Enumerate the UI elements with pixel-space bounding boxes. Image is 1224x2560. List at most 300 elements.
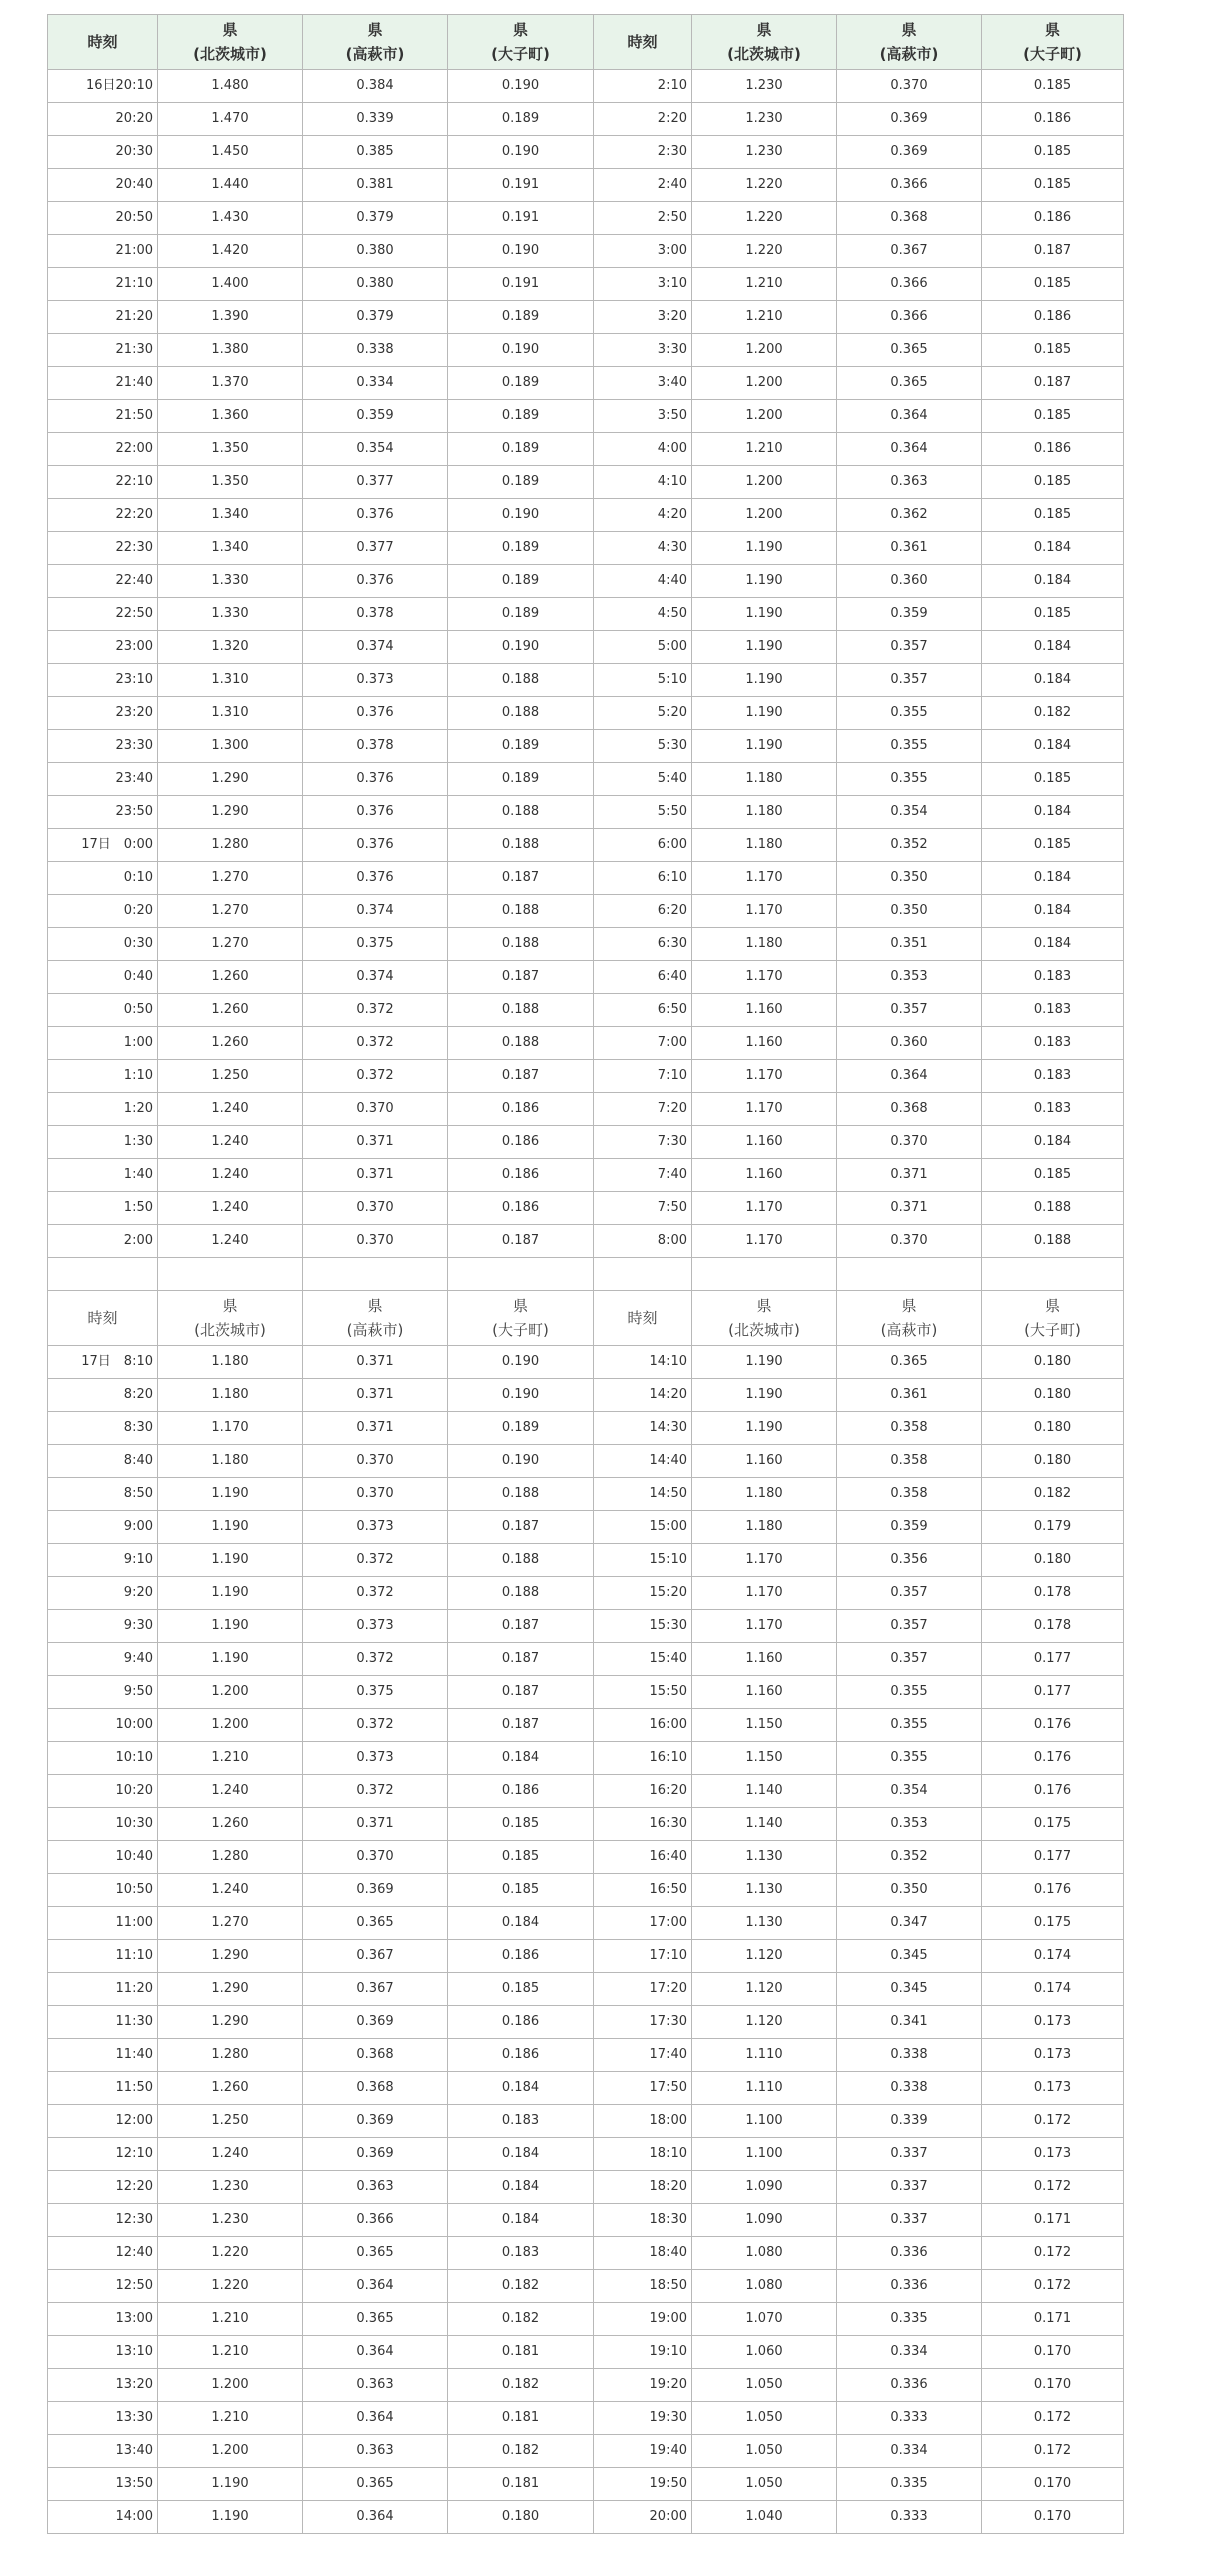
- value-cell: 1.310: [158, 697, 303, 730]
- value-cell: 0.375: [303, 1676, 448, 1709]
- time-cell: 11:50: [48, 2072, 158, 2105]
- value-cell: 0.335: [837, 2468, 982, 2501]
- value-cell: 0.374: [303, 961, 448, 994]
- time-cell: 9:50: [48, 1676, 158, 1709]
- value-cell: 1.180: [692, 796, 837, 829]
- value-cell: 1.200: [692, 400, 837, 433]
- value-cell: 1.180: [692, 829, 837, 862]
- value-cell: 1.170: [158, 1412, 303, 1445]
- time-cell: 19:40: [594, 2435, 692, 2468]
- value-cell: 0.182: [982, 697, 1124, 730]
- value-cell: 0.189: [448, 400, 594, 433]
- header-label: 県: [512, 21, 528, 39]
- time-cell: 16:50: [594, 1874, 692, 1907]
- value-cell: 1.190: [692, 664, 837, 697]
- time-cell: 10:20: [48, 1775, 158, 1808]
- time-cell: 18:10: [594, 2138, 692, 2171]
- table-row: [48, 1511, 1124, 1544]
- value-cell: 0.183: [982, 994, 1124, 1027]
- value-cell: 0.364: [837, 400, 982, 433]
- value-cell: 0.378: [303, 598, 448, 631]
- column-header-time: [594, 1291, 692, 1346]
- table-row: [48, 796, 1124, 829]
- time-cell: 20:20: [48, 103, 158, 136]
- value-cell: 0.176: [982, 1775, 1124, 1808]
- value-cell: 1.170: [692, 1060, 837, 1093]
- value-cell: 0.358: [837, 1412, 982, 1445]
- value-cell: 0.365: [303, 1907, 448, 1940]
- header-sublabel: (高萩市): [880, 1321, 938, 1339]
- time-cell: 12:50: [48, 2270, 158, 2303]
- value-cell: 0.371: [303, 1808, 448, 1841]
- value-cell: 0.355: [837, 730, 982, 763]
- value-cell: 0.176: [982, 1874, 1124, 1907]
- value-cell: 0.373: [303, 1610, 448, 1643]
- value-cell: 0.171: [982, 2204, 1124, 2237]
- value-cell: 0.172: [982, 2435, 1124, 2468]
- value-cell: 0.183: [982, 1027, 1124, 1060]
- time-cell: 22:00: [48, 433, 158, 466]
- time-cell: 12:30: [48, 2204, 158, 2237]
- value-cell: 0.334: [303, 367, 448, 400]
- time-cell: 10:30: [48, 1808, 158, 1841]
- value-cell: 0.188: [982, 1192, 1124, 1225]
- value-cell: 1.160: [692, 994, 837, 1027]
- value-cell: 0.187: [448, 862, 594, 895]
- value-cell: 0.190: [448, 70, 594, 103]
- value-cell: 1.070: [692, 2303, 837, 2336]
- time-cell: 11:40: [48, 2039, 158, 2072]
- value-cell: 1.290: [158, 1940, 303, 1973]
- value-cell: 0.186: [448, 2039, 594, 2072]
- value-cell: 0.377: [303, 466, 448, 499]
- value-cell: 0.191: [448, 202, 594, 235]
- value-cell: 0.186: [448, 1159, 594, 1192]
- value-cell: 1.130: [692, 1841, 837, 1874]
- value-cell: 0.372: [303, 1709, 448, 1742]
- value-cell: 0.182: [448, 2435, 594, 2468]
- value-cell: 0.186: [448, 1940, 594, 1973]
- time-cell: 21:00: [48, 235, 158, 268]
- column-header-location: [837, 15, 982, 70]
- time-cell: 5:00: [594, 631, 692, 664]
- column-header-location: [158, 15, 303, 70]
- value-cell: 0.183: [982, 1093, 1124, 1126]
- time-cell: 22:50: [48, 598, 158, 631]
- value-cell: 1.160: [692, 1126, 837, 1159]
- time-cell: 1:10: [48, 1060, 158, 1093]
- value-cell: 1.430: [158, 202, 303, 235]
- time-cell: 13:50: [48, 2468, 158, 2501]
- value-cell: 0.188: [448, 664, 594, 697]
- value-cell: 0.366: [303, 2204, 448, 2237]
- time-cell: 16:10: [594, 1742, 692, 1775]
- value-cell: 1.130: [692, 1907, 837, 1940]
- value-cell: 1.190: [692, 1379, 837, 1412]
- value-cell: 1.250: [158, 1060, 303, 1093]
- value-cell: 0.187: [982, 367, 1124, 400]
- value-cell: 0.186: [448, 1775, 594, 1808]
- table-row: [48, 235, 1124, 268]
- value-cell: 0.186: [448, 2006, 594, 2039]
- table-row: [48, 103, 1124, 136]
- table-row: [48, 2105, 1124, 2138]
- value-cell: 0.365: [303, 2303, 448, 2336]
- table-row: [48, 466, 1124, 499]
- header-label: 県: [222, 21, 238, 39]
- value-cell: 0.187: [448, 1610, 594, 1643]
- value-cell: 0.365: [837, 1346, 982, 1379]
- value-cell: 1.120: [692, 1940, 837, 1973]
- value-cell: 0.339: [303, 103, 448, 136]
- time-cell: 19:10: [594, 2336, 692, 2369]
- time-cell: 22:20: [48, 499, 158, 532]
- time-cell: 15:50: [594, 1676, 692, 1709]
- header-label: 県: [756, 1297, 772, 1315]
- value-cell: 1.170: [692, 961, 837, 994]
- value-cell: 0.370: [303, 1093, 448, 1126]
- value-cell: 0.338: [303, 334, 448, 367]
- time-cell: 0:50: [48, 994, 158, 1027]
- value-cell: 0.357: [837, 1610, 982, 1643]
- value-cell: 0.183: [982, 1060, 1124, 1093]
- time-cell: 9:40: [48, 1643, 158, 1676]
- value-cell: 0.353: [837, 1808, 982, 1841]
- value-cell: 0.363: [303, 2171, 448, 2204]
- value-cell: 1.190: [158, 2468, 303, 2501]
- value-cell: 0.185: [982, 1159, 1124, 1192]
- time-cell: 12:40: [48, 2237, 158, 2270]
- table-row: [48, 1093, 1124, 1126]
- value-cell: 0.381: [303, 169, 448, 202]
- value-cell: 1.280: [158, 1841, 303, 1874]
- empty-cell: [448, 1258, 594, 1291]
- value-cell: 0.184: [982, 631, 1124, 664]
- value-cell: 0.183: [448, 2105, 594, 2138]
- value-cell: 1.190: [692, 697, 837, 730]
- time-cell: 2:50: [594, 202, 692, 235]
- value-cell: 0.364: [303, 2402, 448, 2435]
- value-cell: 0.183: [448, 2237, 594, 2270]
- value-cell: 0.181: [448, 2402, 594, 2435]
- time-cell: 23:50: [48, 796, 158, 829]
- value-cell: 0.371: [303, 1159, 448, 1192]
- value-cell: 0.172: [982, 2270, 1124, 2303]
- empty-cell: [303, 1258, 448, 1291]
- value-cell: 1.190: [692, 631, 837, 664]
- value-cell: 0.379: [303, 301, 448, 334]
- value-cell: 0.355: [837, 763, 982, 796]
- value-cell: 0.337: [837, 2171, 982, 2204]
- value-cell: 1.300: [158, 730, 303, 763]
- value-cell: 1.240: [158, 2138, 303, 2171]
- value-cell: 0.371: [837, 1159, 982, 1192]
- time-cell: 7:30: [594, 1126, 692, 1159]
- value-cell: 0.366: [837, 169, 982, 202]
- value-cell: 0.359: [837, 598, 982, 631]
- time-cell: 10:10: [48, 1742, 158, 1775]
- value-cell: 0.345: [837, 1973, 982, 2006]
- value-cell: 1.390: [158, 301, 303, 334]
- table-row: [48, 1027, 1124, 1060]
- value-cell: 0.173: [982, 2138, 1124, 2171]
- table-row: [48, 367, 1124, 400]
- value-cell: 0.182: [448, 2303, 594, 2336]
- value-cell: 1.100: [692, 2138, 837, 2171]
- value-cell: 0.354: [837, 1775, 982, 1808]
- value-cell: 0.181: [448, 2336, 594, 2369]
- value-cell: 0.184: [448, 2138, 594, 2171]
- time-cell: 20:40: [48, 169, 158, 202]
- time-cell: 8:20: [48, 1379, 158, 1412]
- table-row: [48, 565, 1124, 598]
- time-cell: 23:40: [48, 763, 158, 796]
- value-cell: 0.368: [303, 2039, 448, 2072]
- value-cell: 0.184: [982, 1126, 1124, 1159]
- header-label: 県: [901, 21, 917, 39]
- table-row: [48, 631, 1124, 664]
- value-cell: 0.185: [982, 136, 1124, 169]
- value-cell: 0.354: [837, 796, 982, 829]
- time-cell: 15:20: [594, 1577, 692, 1610]
- value-cell: 0.187: [448, 1511, 594, 1544]
- value-cell: 0.364: [303, 2336, 448, 2369]
- time-cell: 7:10: [594, 1060, 692, 1093]
- header-label: 時刻: [627, 1309, 658, 1327]
- time-cell: 7:00: [594, 1027, 692, 1060]
- table-row: [48, 1346, 1124, 1379]
- spacer-row: [48, 1258, 1124, 1291]
- time-cell: 15:30: [594, 1610, 692, 1643]
- value-cell: 1.180: [692, 928, 837, 961]
- table-row: [48, 2435, 1124, 2468]
- value-cell: 0.185: [982, 400, 1124, 433]
- value-cell: 0.361: [837, 1379, 982, 1412]
- value-cell: 1.050: [692, 2468, 837, 2501]
- value-cell: 0.174: [982, 1973, 1124, 2006]
- time-cell: 10:40: [48, 1841, 158, 1874]
- time-cell: 10:00: [48, 1709, 158, 1742]
- header-sublabel: (大子町): [491, 45, 550, 63]
- value-cell: 0.190: [448, 1445, 594, 1478]
- table-row: [48, 2204, 1124, 2237]
- value-cell: 1.180: [692, 1511, 837, 1544]
- value-cell: 1.380: [158, 334, 303, 367]
- value-cell: 0.358: [837, 1445, 982, 1478]
- value-cell: 0.184: [982, 796, 1124, 829]
- column-header-time: [594, 15, 692, 70]
- value-cell: 1.350: [158, 433, 303, 466]
- value-cell: 0.338: [837, 2039, 982, 2072]
- value-cell: 0.171: [982, 2303, 1124, 2336]
- value-cell: 0.189: [448, 730, 594, 763]
- value-cell: 1.100: [692, 2105, 837, 2138]
- value-cell: 0.356: [837, 1544, 982, 1577]
- value-cell: 0.371: [303, 1126, 448, 1159]
- value-cell: 1.180: [158, 1346, 303, 1379]
- value-cell: 1.200: [158, 2435, 303, 2468]
- table-row: [48, 1577, 1124, 1610]
- value-cell: 1.210: [158, 2402, 303, 2435]
- value-cell: 0.184: [448, 2171, 594, 2204]
- value-cell: 1.180: [158, 1445, 303, 1478]
- value-cell: 1.180: [692, 1478, 837, 1511]
- column-header-location: [692, 15, 837, 70]
- value-cell: 1.320: [158, 631, 303, 664]
- header-label: 時刻: [87, 33, 118, 51]
- time-cell: 13:20: [48, 2369, 158, 2402]
- value-cell: 0.186: [982, 103, 1124, 136]
- time-cell: 12:00: [48, 2105, 158, 2138]
- value-cell: 0.189: [448, 532, 594, 565]
- value-cell: 0.370: [303, 1192, 448, 1225]
- value-cell: 1.120: [692, 2006, 837, 2039]
- value-cell: 1.240: [158, 1126, 303, 1159]
- value-cell: 1.130: [692, 1874, 837, 1907]
- value-cell: 0.339: [837, 2105, 982, 2138]
- column-header-location: [692, 1291, 837, 1346]
- value-cell: 1.110: [692, 2072, 837, 2105]
- value-cell: 0.180: [448, 2501, 594, 2534]
- value-cell: 1.370: [158, 367, 303, 400]
- value-cell: 0.186: [982, 433, 1124, 466]
- value-cell: 1.290: [158, 2006, 303, 2039]
- time-cell: 4:40: [594, 565, 692, 598]
- time-cell: 21:20: [48, 301, 158, 334]
- value-cell: 1.160: [692, 1676, 837, 1709]
- table-row: [48, 1742, 1124, 1775]
- value-cell: 0.378: [303, 730, 448, 763]
- value-cell: 0.377: [303, 532, 448, 565]
- value-cell: 1.180: [158, 1379, 303, 1412]
- value-cell: 0.184: [982, 730, 1124, 763]
- table-row: [48, 763, 1124, 796]
- value-cell: 0.376: [303, 499, 448, 532]
- value-cell: 1.140: [692, 1808, 837, 1841]
- table-row: [48, 2369, 1124, 2402]
- value-cell: 1.270: [158, 895, 303, 928]
- time-cell: 4:20: [594, 499, 692, 532]
- time-cell: 5:20: [594, 697, 692, 730]
- time-cell: 0:30: [48, 928, 158, 961]
- table-row: [48, 961, 1124, 994]
- value-cell: 0.185: [982, 70, 1124, 103]
- value-cell: 0.369: [303, 2138, 448, 2171]
- time-cell: 11:20: [48, 1973, 158, 2006]
- time-cell: 20:50: [48, 202, 158, 235]
- value-cell: 1.170: [692, 1192, 837, 1225]
- time-cell: 0:40: [48, 961, 158, 994]
- time-cell: 15:00: [594, 1511, 692, 1544]
- value-cell: 0.367: [303, 1940, 448, 1973]
- value-cell: 0.182: [982, 1478, 1124, 1511]
- value-cell: 0.357: [837, 1577, 982, 1610]
- value-cell: 0.334: [837, 2435, 982, 2468]
- time-cell: 4:00: [594, 433, 692, 466]
- value-cell: 0.366: [837, 268, 982, 301]
- empty-cell: [692, 1258, 837, 1291]
- time-cell: 14:30: [594, 1412, 692, 1445]
- value-cell: 0.376: [303, 829, 448, 862]
- header-sublabel: (大子町): [1023, 45, 1082, 63]
- time-cell: 11:10: [48, 1940, 158, 1973]
- value-cell: 1.220: [692, 169, 837, 202]
- empty-cell: [594, 1258, 692, 1291]
- value-cell: 0.373: [303, 664, 448, 697]
- value-cell: 0.182: [448, 2369, 594, 2402]
- value-cell: 1.440: [158, 169, 303, 202]
- header-sublabel: (北茨城市): [194, 1321, 266, 1339]
- time-cell: 19:00: [594, 2303, 692, 2336]
- value-cell: 1.330: [158, 598, 303, 631]
- value-cell: 1.240: [158, 1874, 303, 1907]
- value-cell: 0.185: [982, 763, 1124, 796]
- value-cell: 1.230: [692, 70, 837, 103]
- value-cell: 0.170: [982, 2369, 1124, 2402]
- header-label: 県: [222, 1297, 238, 1315]
- value-cell: 1.260: [158, 994, 303, 1027]
- time-cell: 1:50: [48, 1192, 158, 1225]
- time-cell: 3:10: [594, 268, 692, 301]
- time-cell: 18:20: [594, 2171, 692, 2204]
- value-cell: 0.365: [303, 2237, 448, 2270]
- value-cell: 0.380: [303, 268, 448, 301]
- value-cell: 0.372: [303, 1577, 448, 1610]
- table-header-row: [48, 15, 1124, 70]
- column-header-location: [448, 15, 594, 70]
- table-row: [48, 2072, 1124, 2105]
- time-cell: 11:00: [48, 1907, 158, 1940]
- value-cell: 0.338: [837, 2072, 982, 2105]
- value-cell: 0.187: [448, 1709, 594, 1742]
- value-cell: 0.365: [837, 334, 982, 367]
- value-cell: 0.180: [982, 1544, 1124, 1577]
- column-header-location: [303, 1291, 448, 1346]
- value-cell: 0.173: [982, 2006, 1124, 2039]
- value-cell: 1.260: [158, 961, 303, 994]
- table-row: [48, 2237, 1124, 2270]
- value-cell: 0.187: [448, 1225, 594, 1258]
- header-sublabel: (北茨城市): [727, 45, 801, 63]
- value-cell: 1.170: [692, 862, 837, 895]
- empty-cell: [48, 1258, 158, 1291]
- time-cell: 21:40: [48, 367, 158, 400]
- value-cell: 0.370: [837, 1225, 982, 1258]
- value-cell: 1.200: [158, 2369, 303, 2402]
- value-cell: 1.190: [692, 598, 837, 631]
- value-cell: 0.187: [982, 235, 1124, 268]
- value-cell: 0.364: [837, 433, 982, 466]
- time-cell: 19:30: [594, 2402, 692, 2435]
- header-label: 時刻: [627, 33, 658, 51]
- value-cell: 0.371: [303, 1346, 448, 1379]
- time-cell: 6:40: [594, 961, 692, 994]
- value-cell: 1.420: [158, 235, 303, 268]
- value-cell: 1.170: [692, 1610, 837, 1643]
- value-cell: 1.260: [158, 1027, 303, 1060]
- value-cell: 0.185: [982, 499, 1124, 532]
- table-row: [48, 598, 1124, 631]
- value-cell: 0.373: [303, 1742, 448, 1775]
- time-cell: 9:30: [48, 1610, 158, 1643]
- table-row: [48, 1478, 1124, 1511]
- value-cell: 1.290: [158, 1973, 303, 2006]
- table-row: [48, 1544, 1124, 1577]
- table-row: [48, 664, 1124, 697]
- table-row: [48, 334, 1124, 367]
- value-cell: 0.376: [303, 763, 448, 796]
- value-cell: 0.369: [303, 2006, 448, 2039]
